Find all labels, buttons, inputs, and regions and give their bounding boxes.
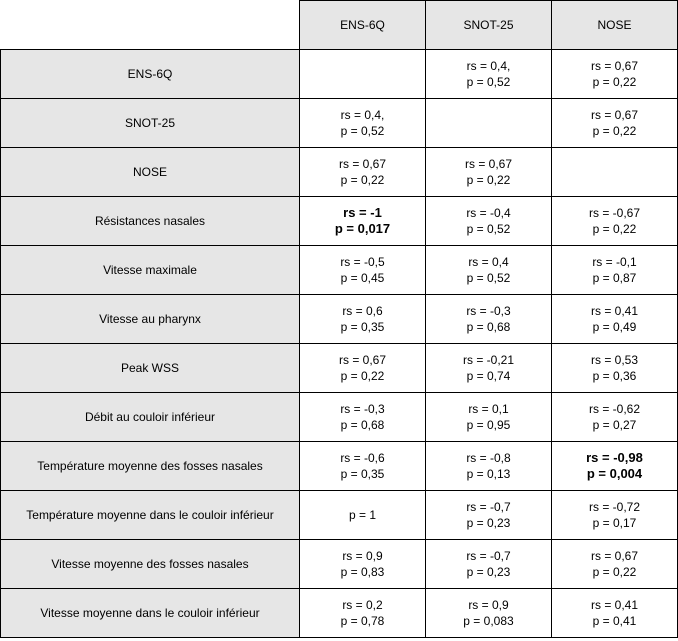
p-value: p = 0,13: [466, 467, 511, 481]
table-row: [1, 50, 678, 99]
rs-value: rs = -0,7: [466, 500, 511, 514]
rs-value: rs = -0,5: [340, 255, 385, 269]
rs-value: rs = 0,41: [590, 304, 639, 318]
correlation-cell: [552, 491, 678, 540]
p-value: p = 0,17: [592, 516, 637, 530]
rs-value: rs = 0,6: [342, 304, 383, 318]
rs-value: rs = -0,3: [466, 304, 511, 318]
row-label: Vitesse moyenne des fosses nasales: [1, 540, 300, 589]
p-value: p = 0,52: [466, 222, 511, 236]
correlation-cell: [552, 393, 678, 442]
row-label: Peak WSS: [1, 344, 300, 393]
p-value: p = 0,22: [340, 173, 385, 187]
p-value: p = 0,83: [340, 565, 385, 579]
p-value: p = 0,35: [340, 320, 385, 334]
p-value: p = 0,083: [463, 614, 514, 628]
table-row: [1, 99, 678, 148]
rs-value: rs = -0,72: [588, 500, 641, 514]
p-value: p = 0,49: [592, 320, 637, 334]
p-value: p = 0,52: [466, 75, 511, 89]
correlation-cell: [552, 197, 678, 246]
table-row: [1, 393, 678, 442]
p-value: p = 0,74: [466, 369, 511, 383]
rs-value: rs = 0,4,: [466, 59, 511, 73]
row-label: Débit au couloir inférieur: [1, 393, 300, 442]
rs-value: rs = -0,67: [588, 206, 641, 220]
p-value: p = 0,87: [592, 271, 637, 285]
correlation-cell: [552, 589, 678, 638]
p-value: p = 0,22: [592, 124, 637, 138]
row-label: SNOT-25: [1, 99, 300, 148]
rs-value: rs = -0,8: [466, 451, 511, 465]
header-row: [1, 1, 678, 50]
table-row: [1, 295, 678, 344]
rs-value: rs = -0,98: [586, 450, 643, 465]
p-value: p = 0,45: [340, 271, 385, 285]
rs-value: rs = -0,62: [588, 402, 641, 416]
p-value: p = 0,27: [592, 418, 637, 432]
correlation-cell: [426, 540, 552, 589]
rs-value: rs = 0,9: [468, 598, 509, 612]
p-value: p = 0,52: [466, 271, 511, 285]
correlation-cell: [426, 50, 552, 99]
table-row: [1, 148, 678, 197]
p-value: p = 0,22: [592, 222, 637, 236]
row-label: Vitesse moyenne dans le couloir inférieur: [1, 589, 300, 638]
correlation-cell: [300, 197, 426, 246]
rs-value: rs = 0,67: [464, 157, 513, 171]
correlation-cell: [300, 246, 426, 295]
correlation-cell: [300, 344, 426, 393]
row-label: NOSE: [1, 148, 300, 197]
table-row: [1, 197, 678, 246]
correlation-cell: [300, 50, 426, 99]
p-value: p = 0,23: [466, 565, 511, 579]
rs-value: rs = -0,7: [466, 549, 511, 563]
rs-value: rs = -0,3: [340, 402, 385, 416]
p-value: p = 0,36: [592, 369, 637, 383]
corner-cell: [1, 1, 300, 50]
correlation-cell: [426, 246, 552, 295]
correlation-cell: [426, 99, 552, 148]
rs-value: rs = -0,1: [592, 255, 637, 269]
correlation-cell: [426, 589, 552, 638]
rs-value: rs = -0,21: [462, 353, 515, 367]
correlation-cell: [552, 148, 678, 197]
rs-value: rs = 0,67: [590, 549, 639, 563]
correlation-cell: [426, 295, 552, 344]
p-value: p = 0,52: [340, 124, 385, 138]
p-value: p = 0,78: [340, 614, 385, 628]
correlation-cell: [300, 393, 426, 442]
p-value: p = 0,22: [466, 173, 511, 187]
rs-value: rs = 0,4: [468, 255, 509, 269]
rs-value: rs = -0,4: [466, 206, 511, 220]
correlation-cell: [300, 99, 426, 148]
row-label: Température moyenne des fosses nasales: [1, 442, 300, 491]
correlation-cell: [426, 442, 552, 491]
p-value: p = 0,68: [340, 418, 385, 432]
table-row: [1, 589, 678, 638]
table-row: [1, 246, 678, 295]
column-header-nose: NOSE: [552, 1, 678, 50]
rs-value: rs = -1: [343, 205, 382, 220]
correlation-cell: [300, 295, 426, 344]
correlation-cell: [552, 99, 678, 148]
table-row: [1, 344, 678, 393]
table-row: [1, 442, 678, 491]
correlation-cell: [552, 442, 678, 491]
p-value: p = 1: [348, 508, 377, 522]
row-label: ENS-6Q: [1, 50, 300, 99]
p-value: p = 0,41: [592, 614, 637, 628]
rs-value: rs = 0,67: [338, 353, 387, 367]
rs-value: rs = 0,2: [342, 598, 383, 612]
table-row: [1, 540, 678, 589]
rs-value: rs = 0,41: [590, 598, 639, 612]
row-label: Température moyenne dans le couloir inférieur: [1, 491, 300, 540]
column-header-snot-25: SNOT-25: [426, 1, 552, 50]
row-label: Résistances nasales: [1, 197, 300, 246]
correlation-cell: [426, 148, 552, 197]
rs-value: rs = 0,4,: [340, 108, 385, 122]
p-value: p = 0,95: [466, 418, 511, 432]
correlation-cell: [300, 540, 426, 589]
p-value: p = 0,22: [340, 369, 385, 383]
correlation-cell: [300, 148, 426, 197]
row-label: Vitesse maximale: [1, 246, 300, 295]
rs-value: rs = 0,67: [590, 108, 639, 122]
correlation-cell: [552, 540, 678, 589]
p-value: p = 0,004: [586, 466, 643, 481]
column-header-ens-6q: ENS-6Q: [300, 1, 426, 50]
correlation-cell: [552, 344, 678, 393]
correlation-cell: [426, 393, 552, 442]
rs-value: rs = 0,1: [468, 402, 509, 416]
rs-value: rs = -0,6: [340, 451, 385, 465]
p-value: p = 0,22: [592, 75, 637, 89]
correlation-cell: [426, 491, 552, 540]
correlation-cell: [426, 197, 552, 246]
correlation-cell: [300, 442, 426, 491]
correlation-cell: [552, 50, 678, 99]
correlation-cell: [552, 295, 678, 344]
rs-value: rs = 0,9: [342, 549, 383, 563]
rs-value: rs = 0,67: [590, 59, 639, 73]
rs-value: rs = 0,67: [338, 157, 387, 171]
correlation-cell: [552, 246, 678, 295]
p-value: p = 0,35: [340, 467, 385, 481]
p-value: p = 0,22: [592, 565, 637, 579]
p-value: p = 0,017: [334, 221, 391, 236]
table-row: [1, 491, 678, 540]
row-label: Vitesse au pharynx: [1, 295, 300, 344]
correlation-cell: [426, 344, 552, 393]
correlation-cell: [300, 589, 426, 638]
p-value: p = 0,68: [466, 320, 511, 334]
rs-value: rs = 0,53: [590, 353, 639, 367]
p-value: p = 0,23: [466, 516, 511, 530]
correlation-cell: [300, 491, 426, 540]
